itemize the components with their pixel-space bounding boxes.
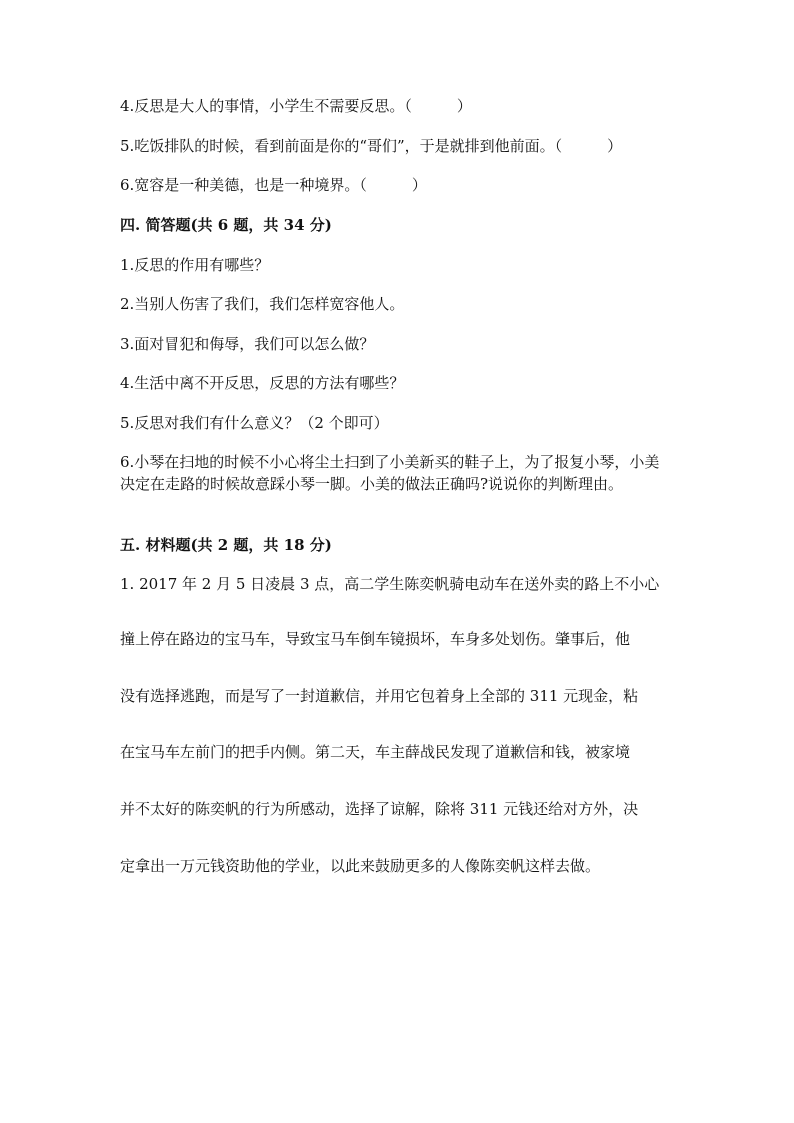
short-answer-question-1: 1.反思的作用有哪些？ xyxy=(120,256,270,274)
true-false-item-5: 5.吃饭排队的时候，看到前面是你的“哥们”，于是就排到他前面。（ ） xyxy=(120,137,623,155)
short-answer-question-2: 2.当别人伤害了我们，我们怎样宽容他人。 xyxy=(120,295,405,313)
true-false-item-4: 4.反思是大人的事情，小学生不需要反思。（ ） xyxy=(120,97,472,115)
short-answer-question-4: 4.生活中离不开反思，反思的方法有哪些？ xyxy=(120,374,405,392)
material-line-1: 1. 2017 年 2 月 5 日凌晨 3 点，高二学生陈奕帆骑电动车在送外卖的路上不小心 xyxy=(120,575,660,593)
short-answer-question-3: 3.面对冒犯和侮辱，我们可以怎么做？ xyxy=(120,335,375,353)
section-4-heading: 四. 简答题(共 6 题，共 34 分) xyxy=(120,216,332,234)
short-answer-question-6: 6.小琴在扫地的时候不小心将尘土扫到了小美新买的鞋子上，为了报复小琴，小美决定在走路的时候故意踩小琴一脚。小美的做法正确吗?说说你的判断理由。 xyxy=(120,453,660,493)
material-line-6: 定拿出一万元钱资助他的学业，以此来鼓励更多的人像陈奕帆这样去做。 xyxy=(120,857,601,875)
section-5-heading: 五. 材料题(共 2 题，共 18 分) xyxy=(120,536,332,554)
material-line-3: 没有选择逃跑，而是写了一封道歉信，并用它包着身上全部的 311 元现金，粘 xyxy=(120,687,639,705)
material-line-5: 并不太好的陈奕帆的行为所感动，选择了谅解，除将 311 元钱还给对方外，决 xyxy=(120,800,639,818)
material-line-2: 撞上停在路边的宝马车，导致宝马车倒车镜损坏，车身多处划伤。肇事后，他 xyxy=(120,630,631,648)
true-false-item-6: 6.宽容是一种美德，也是一种境界。（ ） xyxy=(120,176,427,194)
material-line-4: 在宝马车左前门的把手内侧。第二天，车主薛战民发现了道歉信和钱，被家境 xyxy=(120,743,631,761)
short-answer-question-5: 5.反思对我们有什么意义？（2 个即可） xyxy=(120,414,389,432)
